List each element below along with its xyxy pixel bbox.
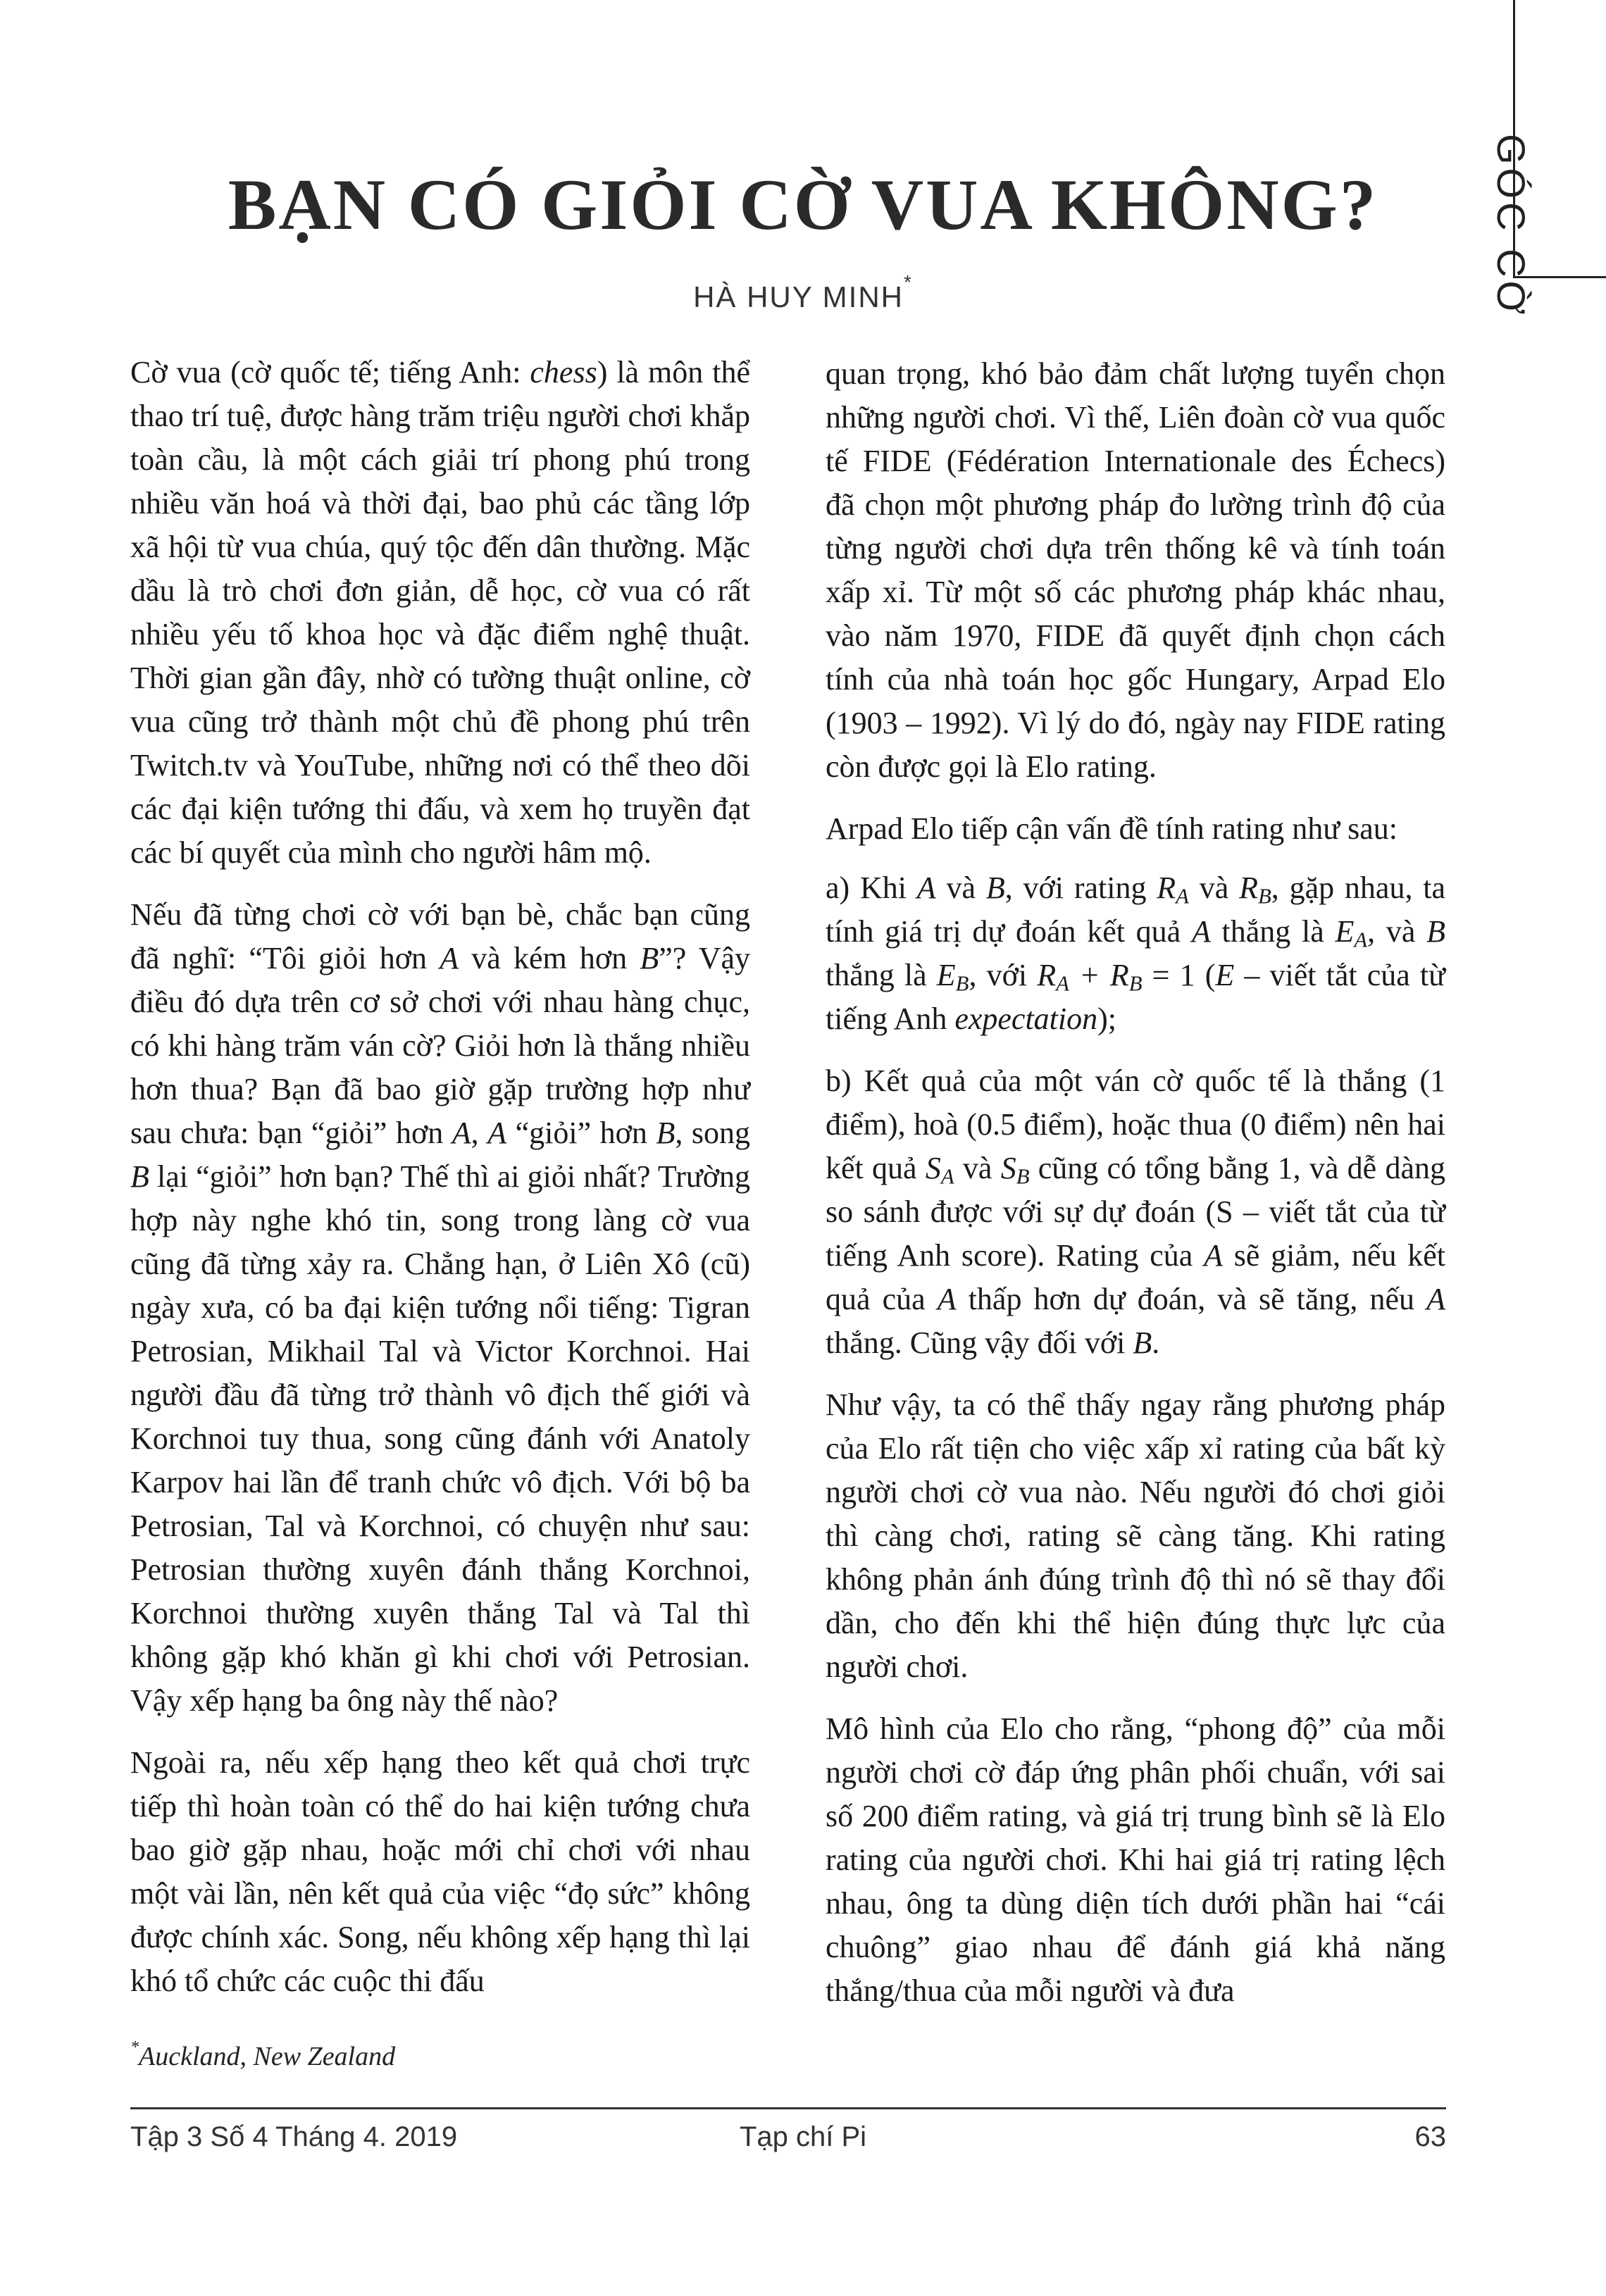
paragraph-elo-model: Mô hình của Elo cho rằng, “phong độ” của mỗi người chơi cờ đáp ứng phân phối chuẩn, với sai số 200 điểm rating, và giá trị trung bình sẽ là Elo rating của người chơi. Khi hai giá trị rating lệch nhau, ông ta dùng diện tích dưới phần hai “cái chuông” giao nhau để đánh giá khả năng thắng/thua của mỗi người và đưa (826, 1711, 1445, 2008)
footer-issue: Tập 3 Số 4 Tháng 4. 2019 (130, 2121, 458, 2152)
footnote-mark: * (130, 2038, 139, 2057)
article-title: BẠN CÓ GIỎI CỜ VUA KHÔNG? (228, 165, 1378, 245)
paragraph-intro: Cờ vua (cờ quốc tế; tiếng Anh: chess) là môn thể thao trí tuệ, được hàng trăm triệu người chơi khắp toàn cầu, là một cách giải trí phong phú trong nhiều văn hoá và thời đại, bao phủ các tầng lớp xã hội từ vua chúa, quý tộc đến dân thường. Mặc dầu là trò chơi đơn giản, dễ học, cờ vua có rất nhiều yếu tố khoa học và đặc điểm nghệ thuật. Thời gian gần đây, nhờ có tường thuật online, cờ vua cũng trở thành một chủ đề phong phú trên Twitch.tv và YouTube, những nơi có thể theo dõi các đại kiện tướng thi đấu, và xem họ truyền đạt các bí quyết của mình cho người hâm mộ. (130, 355, 750, 870)
paragraph-elo-convenience: Như vậy, ta có thể thấy ngay rằng phương pháp của Elo rất tiện cho việc xấp xỉ rating của bất kỳ người chơi cờ vua nào. Nếu người đó chơi giỏi thì càng chơi, rating sẽ càng tăng. Khi rating không phản ánh đúng trình độ thì nó sẽ thay đổi dần, cho đến khi thể hiện đúng thực lực của người chơi. (826, 1387, 1445, 1684)
right-column (826, 352, 1445, 2031)
footnote-text: Auckland, New Zealand (139, 2042, 396, 2071)
footnote (130, 2038, 396, 2072)
footer-journal: Tạp chí Pi (739, 2121, 867, 2152)
left-column (130, 351, 750, 2021)
author-footnote-mark: * (904, 271, 913, 293)
page-number: 63 (1414, 2121, 1446, 2152)
footer-rule (130, 2107, 1446, 2109)
paragraph-ranking: Ngoài ra, nếu xếp hạng theo kết quả chơi trực tiếp thì hoàn toàn có thể do hai kiện tướng chưa bao giờ gặp nhau, hoặc mới chỉ chơi với nhau một vài lần, nên kết quả của việc “đọ sức” không được chính xác. Song, nếu không xếp hạng thì lại khó tổ chức các cuộc thi đấu (130, 1745, 750, 1998)
author-line (0, 271, 1606, 314)
paragraph-item-b: b) Kết quả của một ván cờ quốc tế là thắng (1 điểm), hoà (0.5 điểm), hoặc thua (0 điểm) nên hai kết quả $S_A$ và $S_B$ cũng có tổng bằng 1, và dễ dàng so sánh được với sự dự đoán (S – viết tắt của từ tiếng Anh score). Rating của A sẽ giảm, nếu kết quả của A thấp hơn dự đoán, và sẽ tăng, nếu A thắng. Cũng vậy đối với B. (826, 1063, 1445, 1360)
paragraph-question: Nếu đã từng chơi cờ với bạn bè, chắc bạn cũng đã nghĩ: “Tôi giỏi hơn A và kém hơn B”? Vậy điều đó dựa trên cơ sở chơi với nhau hàng chục, có khi hàng trăm ván cờ? Giỏi hơn là thắng nhiều hơn thua? Bạn đã bao giờ gặp trường hợp như sau chưa: bạn “giỏi” hơn A, A “giỏi” hơn B, song B lại “giỏi” hơn bạn? Thế thì ai giỏi nhất? Trường hợp này nghe khó tin, song trong làng cờ vua cũng đã từng xảy ra. Chẳng hạn, ở Liên Xô (cũ) ngày xưa, có ba đại kiện tướng nổi tiếng: Tigran Petrosian, Mikhail Tal và Victor Korchnoi. Hai người đầu đã từng trở thành vô địch thế giới và Korchnoi tuy thua, song cũng đánh với Anatoly Karpov hai lần để tranh chức vô địch. Với bộ ba Petrosian, Tal và Korchnoi, có chuyện như sau: Petrosian thường xuyên đánh thắng Korchnoi, Korchnoi thường xuyên thắng Tal và Tal thì không gặp khó khăn gì khi chơi với Petrosian. Vậy xếp hạng ba ông này thế nào? (130, 897, 751, 1718)
paragraph-item-a: a) Khi A và B, với rating $R_A$ và $R_B$, gặp nhau, ta tính giá trị dự đoán kết quả A thắng là $E_A$, và B thắng là $E_B$, với $R_A + R_B = 1$ (E – viết tắt của từ tiếng Anh expectation); (826, 871, 1446, 1036)
section-tab-label: GÓC CỜ (1489, 134, 1533, 318)
author-name: HÀ HUY MINH (693, 280, 904, 313)
paragraph-approach: Arpad Elo tiếp cận vấn đề tính rating như sau: (826, 811, 1398, 846)
paragraph-fide: quan trọng, khó bảo đảm chất lượng tuyển chọn những người chơi. Vì thế, Liên đoàn cờ vua quốc tế FIDE (Fédération Internationale des Échecs) đã chọn một phương pháp đo lường trình độ của từng người chơi dựa trên thống kê và tính toán xấp xỉ. Từ một số các phương pháp khác nhau, vào năm 1970, FIDE đã quyết định chọn cách tính của nhà toán học gốc Hungary, Arpad Elo (1903 – 1992). Vì lý do đó, ngày nay FIDE rating còn được gọi là Elo rating. (826, 356, 1445, 784)
